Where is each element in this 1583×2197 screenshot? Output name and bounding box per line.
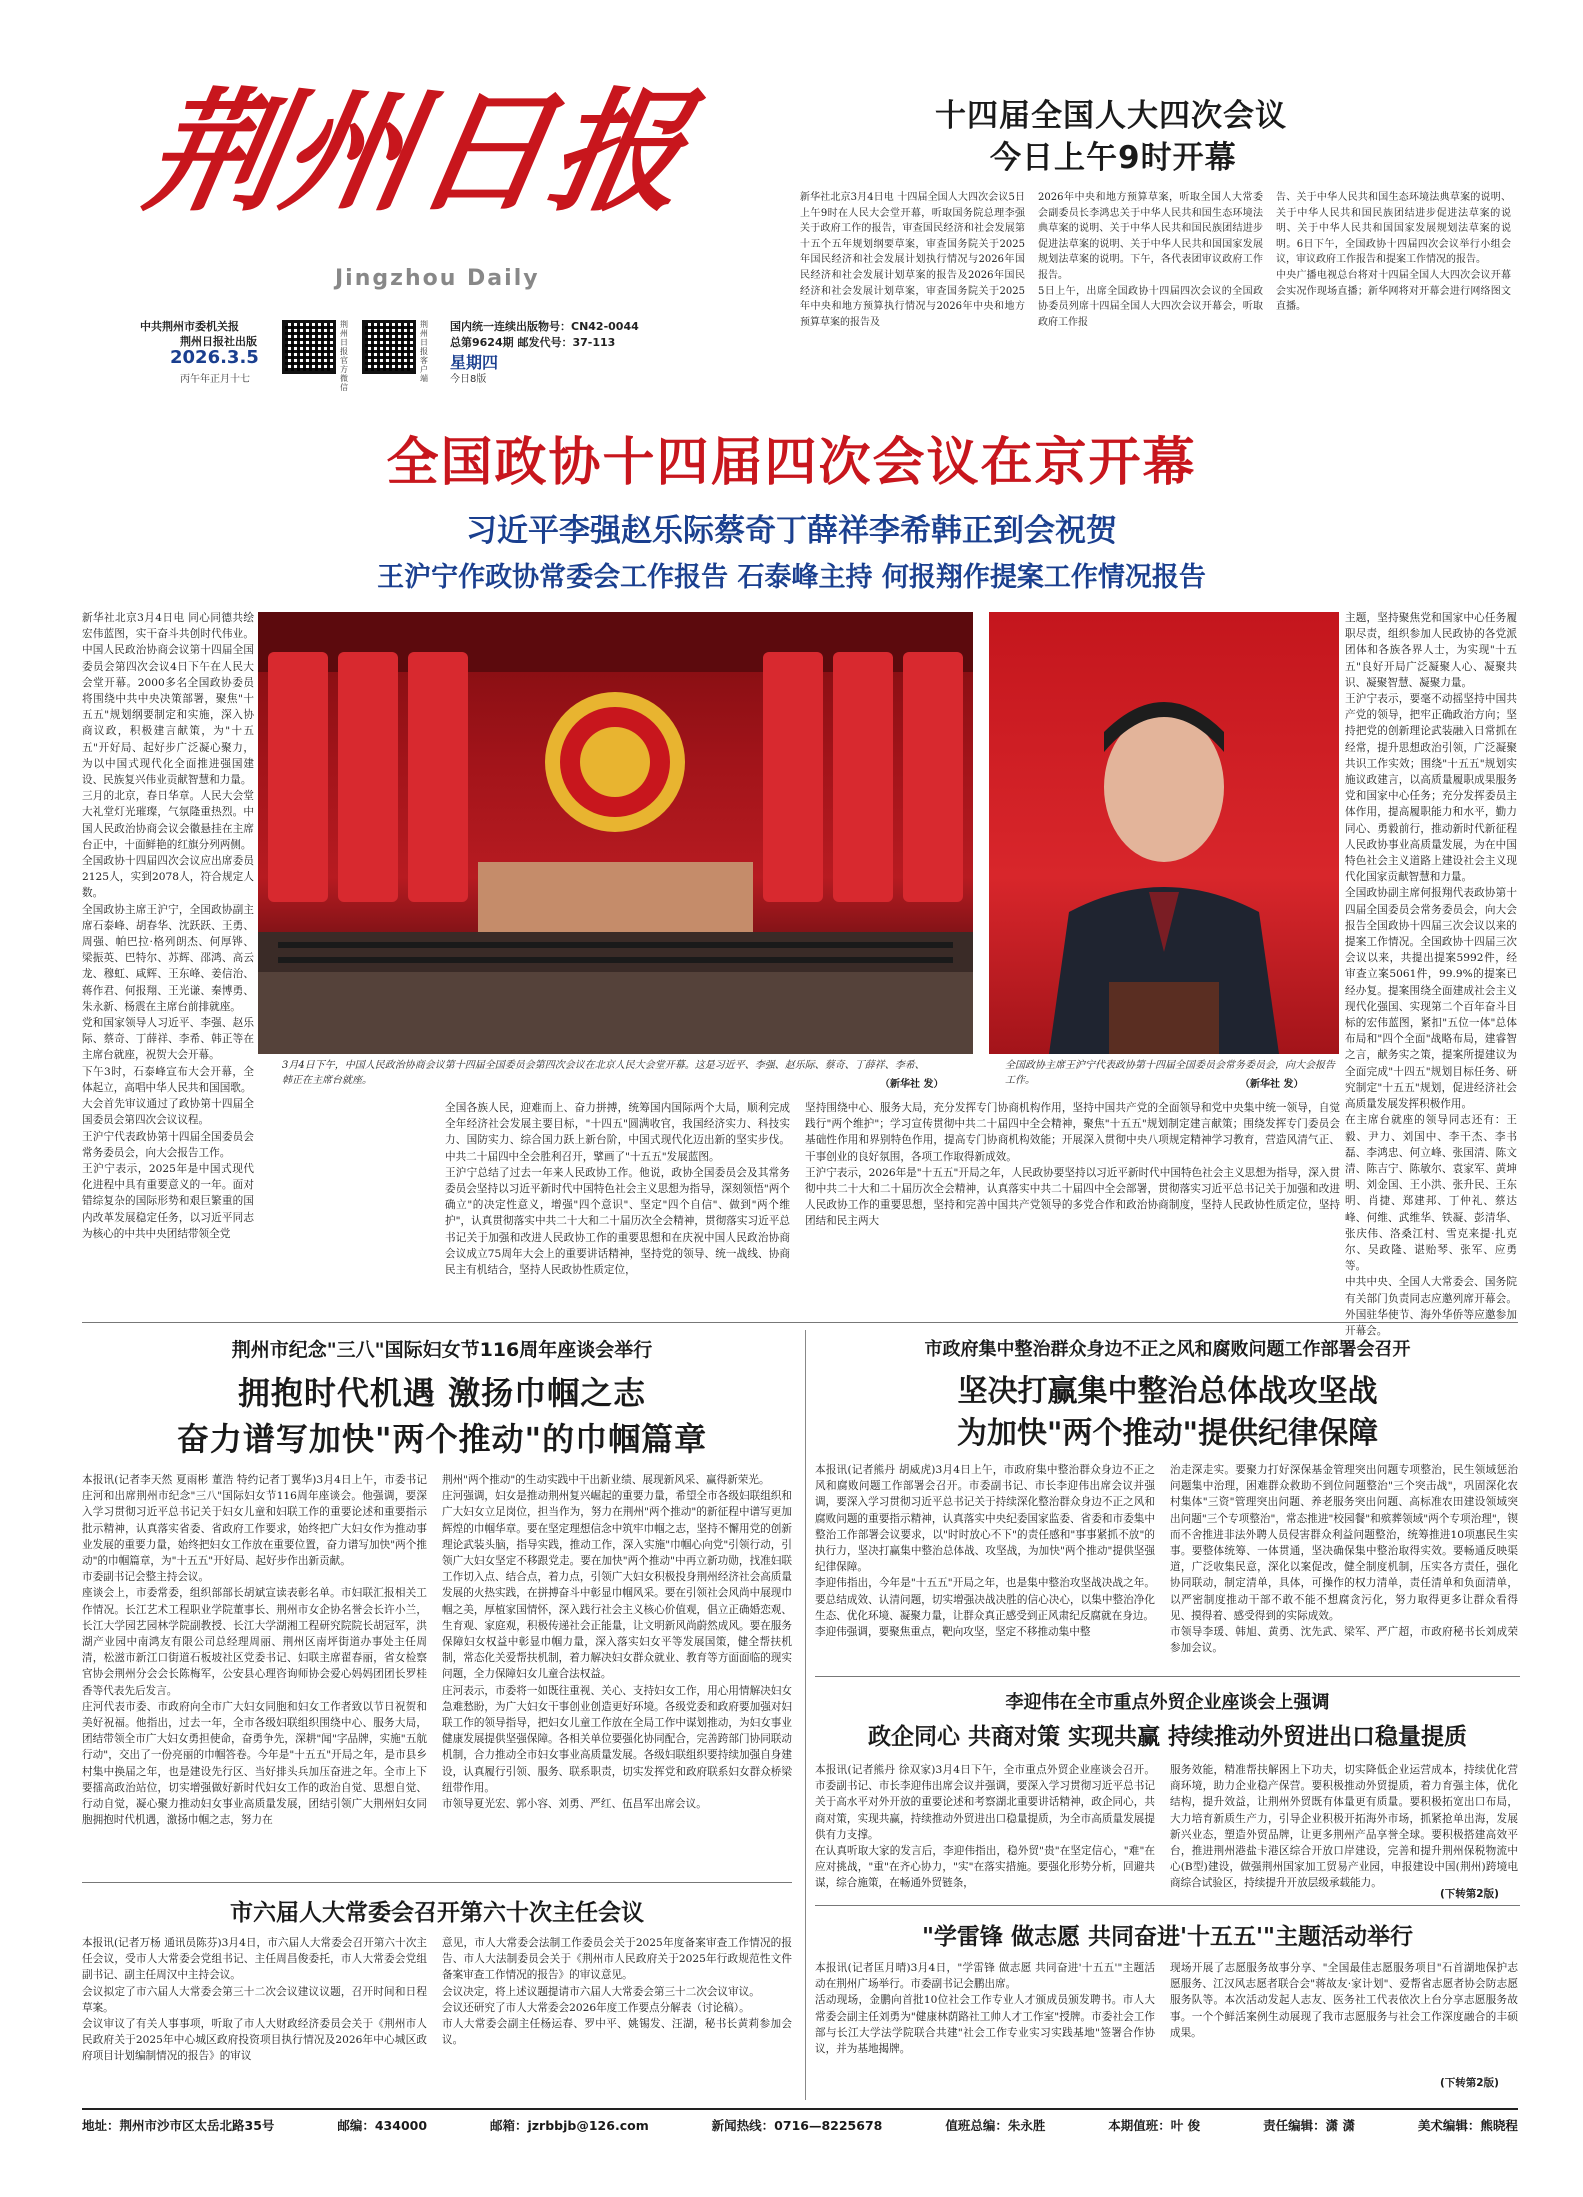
photo-credit-1: （新华社 发）: [880, 1079, 944, 1090]
women-headline-1: 拥抱时代机遇 激扬巾帼之志: [237, 1374, 647, 1412]
footer: [82, 2116, 1518, 2140]
cppcc-mid-col-2: 坚持围绕中心、服务大局，充分发挥专门协商机构作用，坚持中国共产党的全面领导和党中央集中统一领导，自觉践行"两个维护"；学习宣传贯彻中共二十届四中全会精神，聚焦"十五五"规划制定建言献策；围绕发挥专门委员会基础性作用和界别特色作用，提高专门协商机构效能；开展深入贯彻中央八项规定精神学习教育，营造风清气正、干事创业的良好氛围，各项工作取得新成效。 王沪宁表示，2026年是"十五五"开局之年，人民政协要坚持以习近平新时代中国特色社会主义思想为指导，深入贯彻中共二十大和二十届历次全会精神，认真落实中共二十届四中全会部署，贯彻落实习近平总书记关于加强和改进人民政协工作的重要思想，坚持和完善中国共产党领导的多党合作和政治协商制度，坚持人民政协性质定位，坚持团结和民主两大: [805, 1102, 1340, 1228]
divider-trade-bottom: [815, 1905, 1520, 1906]
masthead-info: [140, 318, 800, 392]
women-col-1: 本报讯(记者李天然 夏雨彬 董浩 特约记者丁翼华)3月4日上午，市委书记庄河和出席荆州市纪念"三八"国际妇女节116周年座谈会。他强调，要深入学习贯彻习近平总书记关于妇女儿童和妇联工作的重要论述和重要指示批示精神，认真落实省委、省政府工作要求，始终把广大妇女作为推动事业发展的重要力量，始终把妇女工作放在重要位置，奋力谱写加快"两个推动"的巾帼篇章，为"十五五"开好局、起好步作出新贡献。 市委副书记会整主持会议。 座谈会上，市委常委，组织部部长胡斌宣读表彰名单。市妇联汇报相关工作情况。长江艺术工程职业学院董事长、荆州市女企协名誉会长许小兰，长江大学园艺园林学院副教授、长江大学湖湘工程研究院院长胡冠军，洪湖产业园中南鸿友有限公司总经理周丽、荆州区南坪街道办事处主任周清，松滋市新江口街道石板坡社区党委书记、妇联主席翟春丽，省女检察官协会荆州分会会长陈梅军，公安县心理咨询师协会爱心妈妈团团长罗桂香等代表先后发言。 庄河代表市委、市政府向全市广大妇女同胞和妇女工作者致以节日祝贺和美好祝福。他指出，过去一年，全市各级妇联组织围绕中心、服务大局，团结带领全市广大妇女勇担使命，奋勇争先，深耕"闻"字品牌，实施"五航行动"，交出了一份亮丽的巾帼答卷。今年是"十五五"开局之年，是市县乡村集中换届之年，也是建设先行区、当好排头兵加压奋进之年。全市上下要擂高政治站位，切实增强做好新时代妇女工作的政治自觉、思想自觉、行动自觉，凝心聚力推动妇女事业高质量发展，团结引领广大荆州妇女同胞拥抱时代机遇，激扬巾帼之志，努力在: [82, 1474, 427, 1827]
qr-label-app: 荆州日报客户端: [420, 320, 428, 383]
footer-responsible-editor: 责任编辑：潇 潇: [1263, 2118, 1355, 2133]
footer-email[interactable]: 邮箱：jzrbbjb@126.com: [490, 2118, 649, 2133]
photo-credit-2: （新华社 发）: [1240, 1079, 1304, 1090]
cppcc-mid-col-1: 全国各族人民，迎难而上、奋力拼搏，统筹国内国际两个大局，顺利完成全年经济社会发展主要目标，"十四五"圆满收官，我国经济实力、科技实力、国防实力、综合国力跃上新台阶，中国式现代化迈出新的坚实步伐。中共二十届四中全会胜利召开，擘画了"十五五"发展蓝图。 王沪宁总结了过去一年来人民政协工作。他说，政协全国委员会及其常务委员会坚持以习近平新时代中国特色社会主义思想为指导，深刻领悟"两个确立"的决定性意义，增强"四个意识"、坚定"四个自信"、做到"两个维护"，认真贯彻落实中共二十大和二十届历次全会精神，贯彻落实习近平总书记关于加强和改进人民政协工作的重要思想和在庆祝中国人民政治协商会议成立75周年大会上的重要讲话精神，坚持党的领导、统一战线、协商民主有机结合，坚持人民政协性质定位，: [445, 1102, 790, 1277]
npc-article: [800, 90, 1520, 390]
divider-cppcc-bottom: [82, 1322, 1518, 1323]
npc-col-3: 告、关于中华人民共和国生态环境法典草案的说明、关于中华人民共和国民族团结进步促进法草案的说明、关于中华人民共和国国家发展规划法草案的说明。6日下午，全国政协十四届四次会议举行小组会议，审议政府工作报告和提案工作情况的报告。 中央广播电视总台将对十四届全国人大四次会议开幕会实况作现场直播；新华网将对开幕会进行网络图文直播。: [1276, 192, 1511, 313]
sponsor-line-1: 中共荆州市委机关报: [140, 320, 239, 333]
speaker-photo: [989, 612, 1339, 1054]
zhuren-col-1: 本报讯(记者万杨 通讯员陈芬)3月4日，市六届人大常委会召开第六十次主任会议，受市人大常委会党组书记、主任周昌俊委托，市人大常委会党组副书记、副主任周汉中主持会议。 会议拟定了市六届人大常委会第三十二次会议建议议题，召开时间和日程草案。 会议审议了有关人事事项，听取了市人大财政经济委员会关于《荆州市人民政府关于2025年中心城区政府投资项目执行情况及2026年中心城区政府项目计划编制情况的报告》的审议: [82, 1937, 427, 2063]
photo-caption-1-text: 3月4日下午，中国人民政治协商会议第十四届全国委员会第四次会议在北京人民大会堂开幕。这是习近平、李强、赵乐际、蔡奇、丁薛祥、李希、韩正在主席台就座。: [282, 1060, 925, 1086]
speaker-illustration: [989, 612, 1339, 1054]
footer-address: 地址：荆州市沙市区太岳北路35号: [82, 2118, 275, 2133]
cppcc-subheadline-2: 王沪宁作政协常委会工作报告 石泰峰主持 何报翔作提案工作情况报告: [377, 562, 1206, 593]
footer-duty-editor: 本期值班：叶 俊: [1108, 2118, 1201, 2133]
volunteer-turn-page: (下转第2版): [1440, 2077, 1499, 2089]
cppcc-right-column: 主题，坚持聚焦党和国家中心任务履职尽责，组织参加人民政协的各党派团体和各族各界人士，为实现"十五五"良好开局广泛凝聚人心、凝聚共识、凝聚智慧、凝聚力量。 王沪宁表示，要毫不动摇坚持中国共产党的领导，把牢正确政治方向；坚持把党的创新理论武装融入日常抓在经常，提升思想政治引领，广泛凝聚共识工作实效；围绕"十五五"规划实施议政建言，以高质量履职成果服务党和国家中心任务；充分发挥委员主体作用，提高履职能力和水平，勤力同心、勇毅前行，推动新时代新征程人民政协事业高质量发展，为在中国特色社会主义道路上建设社会主义现代化国家贡献智慧和力量。 全国政协副主席何报翔代表政协第十四届全国委员会常务委员会，向大会报告全国政协十四届三次会议以来的提案工作情况。全国政协十四届三次会议以来，共提出提案5992件，经审查立案5061件，99.9%的提案已经办复。提案围绕全面建成社会主义现代化强国、实现第二个百年奋斗目标的宏伟蓝图，紧扣"五位一体"总体布局和"四个全面"战略布局，建睿智之言，献务实之策，提案所提建议为全面完成"十四五"规划目标任务、研究制定"十五五"规划，促进经济社会高质量发展发挥积极作用。 在主席台就座的领导同志还有：王毅、尹力、刘国中、李干杰、李书磊、李鸿忠、何立峰、张国清、陈文清、陈吉宁、陈敏尔、袁家军、黄坤明、刘金国、王小洪、张升民、王东明、肖捷、郑建邦、丁仲礼、蔡达峰、何维、武维华、铁凝、彭清华、张庆伟、洛桑江村、雪克来提·扎克尔、吴政隆、谌贻琴、张军、应勇等。 中共中央、全国人大常委会、国务院有关部门负责同志应邀列席开幕会。外国驻华使节、海外华侨等应邀参加开幕会。: [1345, 612, 1517, 1337]
discipline-col-1: 本报讯(记者熊丹 胡威虎)3月4日上午，市政府集中整治群众身边不正之风和腐败问题工作部署会召开。市委副书记、市长李迎伟出席会议并强调，要深入学习贯彻习近平总书记关于持续深化整治群众身边不正之风和腐败问题的重要指示精神，认真落实中央纪委国家监委、省委和市委集中整治工作部署会议要求，以"时时放心不下"的责任感和"事事紧抓不放"的执行力，坚决打赢集中整治总体战、攻坚战，为加快"两个推动"提供坚强纪律保障。 李迎伟指出，今年是"十五五"开局之年，也是集中整治攻坚战决战之年。要总结成效、认清问题，切实增强决战决胜的信心决心，以集中整治净化生态、优化环境、凝聚力量，让群众真正感受到正风肃纪反腐就在身边。 李迎伟强调，要聚焦重点，靶向攻坚，坚定不移推动集中整: [815, 1464, 1155, 1639]
npc-headline-1: 十四届全国人大四次会议: [935, 98, 1287, 134]
divider-discipline-bottom: [815, 1676, 1520, 1677]
discipline-col-2: 治走深走实。要聚力打好深保基金管理突出问题专项整治，民生领域惩治问题集中治理，困难群众救助不到位问题整治"三个突击战"，巩固深化农村集体"三资"管理突出问题、养老服务突出问题、高标准农田建设领域突出问题"三个专项整治"，常态推进"校园餐"和殡葬领域"两个专项治理"，锲而不舍推进非法外聘人员侵害群众利益问题整治，统筹推进10项惠民生实事。要整体统筹、一体贯通，坚决确保集中整治取得实效。要畅通反映渠道，广泛收集民意，深化以案促改，健全制度机制，压实各方责任，强化协同联动，制定清单，具体，可操作的权力清单，责任清单和负面清单，以严密制度推动干部不敢不能不想腐贪污化，努力取得更多让群众看得见、摸得着、感受得到的实际成效。 市领导李瑗、韩旭、黄勇、沈先武、梁军、严广超，市政府秘书长刘成荣参加会议。: [1170, 1464, 1518, 1655]
photo-caption-2-text: 全国政协主席王沪宁代表政协第十四届全国委员会常务委员会，向大会报告工作。: [1005, 1060, 1335, 1086]
cppcc-hall-photo: [258, 612, 973, 1054]
npc-col-2: 2026年中央和地方预算草案，听取全国人大常委会副委员长李鸿忠关于中华人民共和国生态环境法典草案的说明、关于中华人民共和国民族团结进步促进法草案的说明、关于中华人民共和国国家发展规划法草案的说明。下午，各代表团审议政府工作报告。 5日上午，出席全国政协十四届四次会议的全国政协委员列席十四届全国人大四次会议开幕会，听取政府工作报: [1038, 192, 1263, 328]
divider-women-bottom: [82, 1882, 792, 1883]
npc-col-1: 新华社北京3月4日电 十四届全国人大四次会议5日上午9时在人民大会堂开幕，听取国务院总理李强关于政府工作的报告，审查国民经济和社会发展第十五个五年规划纲要草案，审查国务院关于2025年国民经济和社会发展计划执行情况与2026年国民经济和社会发展计划草案的报告及2026年国民经济和社会发展计划草案，审查国务院关于2025年中央和地方预算执行情况与2026年中央和地方预算草案的报告及: [800, 192, 1025, 328]
sponsor-line-2: 荆州日报社出版: [180, 335, 257, 348]
cppcc-left-column: 新华社北京3月4日电 同心同德共绘宏伟蓝图，实干奋斗共创时代伟业。中国人民政治协商会议第十四届全国委员会第四次会议4日下午在人民大会堂开幕。2000多名全国政协委员将围绕中共中央决策部署，聚焦"十五五"规划纲要制定和实施，深入协商议政，积极建言献策，为"十五五"开好局、起好步广泛凝心聚力，为以中国式现代化全面推进强国建设、民族复兴伟业贡献智慧和力量。 三月的北京，春日华章。人民大会堂大礼堂灯光璀璨，气氛隆重热烈。中国人民政治协商会议会徽悬挂在主席台正中，十面鲜艳的红旗分列两侧。 全国政协十四届四次会议应出席委员2125人，实到2078人，符合规定人数。 全国政协主席王沪宁，全国政协副主席石泰峰、胡春华、沈跃跃、王勇、周强、帕巴拉·格列朗杰、何厚铧、梁振英、巴特尔、苏辉、邵鸿、高云龙、穆虹、咸辉、王东峰、姜信治、蒋作君、何报翔、王光谦、秦博勇、朱永新、杨震在主席台前排就座。 党和国家领导人习近平、李强、赵乐际、蔡奇、丁薛祥、李希、韩正等在主席台就座，祝贺大会开幕。 下午3时，石泰峰宣布大会开幕，全体起立，高唱中华人民共和国国歌。 大会首先审议通过了政协第十四届全国委员会第四次会议议程。 王沪宁代表政协第十四届全国委员会常务委员会，向大会报告工作。 王沪宁表示，2025年是中国式现代化进程中具有重要意义的一年。面对错综复杂的国际形势和艰巨繁重的国内改革发展稳定任务，以习近平同志为核心的中共中央团结带领全党: [82, 612, 254, 1240]
volunteer-col-1: 本报讯(记者匡月晴)3月4日，"学雷锋 做志愿 共同奋进'十五五'"主题活动在荆州广场举行。市委副书记会鹏出席。 活动现场，金鹏向首批10位社会工作专业人才颁成员颁发聘书。市人大常委会副主任刘勇为"健康林荫路社工帅人才工作室"授牌。市委社会工作部与长江大学法学院联合共建"社会工作专业实习实践基地"签署合作协议，并为基地揭牌。: [815, 1962, 1155, 2056]
footer-chief-editor: 值班总编：朱永胜: [945, 2118, 1046, 2133]
qr-label-wechat: 荆州日报官方微信: [340, 320, 348, 392]
hall-scene-illustration: [258, 612, 973, 1054]
masthead: [136, 58, 790, 308]
footer-postcode: 邮编：434000: [337, 2118, 428, 2133]
issue-number: 总第9624期 邮发代号：37-113: [450, 336, 616, 349]
women-kicker: 荆州市纪念"三八"国际妇女节116周年座谈会举行: [231, 1339, 653, 1361]
discipline-headline-1: 坚决打赢集中整治总体战攻坚战: [957, 1374, 1378, 1409]
footer-rule: [82, 2108, 1518, 2110]
trade-kicker: 李迎伟在全市重点外贸企业座谈会上强调: [1005, 1692, 1330, 1713]
discipline-kicker: 市政府集中整治群众身边不正之风和腐败问题工作部署会召开: [924, 1339, 1411, 1360]
photo-caption-1: [282, 1058, 932, 1088]
qr-code-wechat[interactable]: [282, 320, 336, 374]
trade-col-2: 服务效能，精准帮扶解困上下功夫，切实降低企业运营成本，持续优化营商环境，助力企业稳产保营。要积极推动外贸提质，着力育强主体，优化结构，提升效益，让荆州外贸既有体量更有质量。要积极拓宽出口布局，大力培育新质生产力，引导企业积极开拓海外市场，抓紧抢单出海，发展新兴业态，塑造外贸品牌，让更多荆州产品享誉全球。要积极搭建高效平台，推进荆州港盐卡港区综合开放口岸建设，完善和提升荆州保税物流中心(B型)建设，做强荆州国家加工贸易产业园，申报建设中国(荆州)跨境电商综合试验区，持续提升开放层级承载能力。: [1170, 1764, 1518, 1890]
qr-code-app[interactable]: [362, 320, 416, 374]
cppcc-subheadline-1: 习近平李强赵乐际蔡奇丁薛祥李希韩正到会祝贺: [466, 513, 1117, 549]
issue-date: 2026.3.5: [170, 347, 259, 368]
volunteer-col-2: 现场开展了志愿服务故事分享、"全国最佳志愿服务项目"石首湖地保护志愿服务、江汉风志愿者联合会"蒋故友·家计划"、爱帮省志愿者协会防志愿服务队等。本次活动发起人志友、医务社工代表依次上台分享志愿服务故事。一个个鲜活案例生动展现了我市志愿服务与社会工作深度融合的丰硕成果。: [1170, 1962, 1518, 2039]
weekday: 星期四: [450, 353, 499, 372]
zhuren-headline: 市六届人大常委会召开第六十次主任会议: [230, 1899, 644, 1926]
trade-col-1: 本报讯(记者熊丹 徐双家)3月4日下午，全市重点外贸企业座谈会召开。市委副书记、市长李迎伟出席会议并强调，要深入学习贯彻习近平总书记关于高水平对外开放的重要论述和考察湖北重要讲话精神，政企同心，共商对策，实现共赢，持续推动外贸进出口稳量提质，为全市高质量发展提供有力支撑。 在认真听取大家的发言后，李迎伟指出，稳外贸"贵"在坚定信心，"难"在应对挑战，"重"在齐心协力，"实"在落实措施。要强化形势分析，回避共谋，综合施策，在畅通外贸链条，: [815, 1764, 1155, 1890]
cppcc-headline: 全国政协十四届四次会议在京开幕: [386, 433, 1197, 493]
footer-art-editor: 美术编辑：熊晓程: [1417, 2118, 1518, 2133]
footer-hotline: 新闻热线：0716—8225678: [711, 2118, 883, 2133]
women-col-2: 荆州"两个推动"的生动实践中干出新业绩、展现新风采、赢得新荣光。 庄河强调，妇女是推动荆州复兴崛起的重要力量，希望全市各级妇联组织和广大妇女立足岗位，担当作为，努力在荆州"两个推动"的新征程中谱写更加辉煌的巾帼华章。要在坚定理想信念中筑牢巾帼之志，坚持不懈用党的创新理论武装头脑，指导实践，推动工作，深入实施"巾帼心向党"引领行动，引领广大妇女坚定不移跟党走。要在加快"两个推动"中再立新功勋，找准妇联工作切入点、结合点，着力点，引领广大妇女积极投身荆州经济社会高质量发展的火热实践，在拼搏奋斗中彰显巾帼风采。要在引领社会风尚中展现巾帼之美，厚植家国情怀，深入践行社会主义核心价值观，倡立正确婚恋观、生育观、家庭观，积极传递社会正能量，让文明新风尚蔚然成风。要在服务保障妇女权益中彰显巾帼力量，深入落实妇女平等发展国策，健全帮扶机制，常态化关爱帮扶机制，着力解决妇女群众就业、教育等方面面临的现实问题，全力保障妇女儿童合法权益。 庄河表示，市委将一如既往重视、关心、支持妇女工作，用心用情解决妇女急难愁盼，为广大妇女干事创业创造更好环境。各级党委和政府要加强对妇联工作的领导指导，把妇女儿童工作放在全局工作中谋划推动，为妇女事业健康发展提供坚强保障。各相关单位要强化协同配合，完善跨部门协同联动机制，合力推动全市妇女事业高质量发展。各级妇联组织要持续加强自身建设，认真履行引领、服务、联系职责，切实发挥党和政府联系妇女群众桥梁纽带作用。 市领导夏光宏、郭小容、刘勇、严红、伍昌军出席会议。: [442, 1474, 792, 1811]
women-headline-2: 奋力谱写加快"两个推动"的巾帼篇章: [176, 1420, 708, 1458]
volunteer-headline: "学雷锋 做志愿 共同奋进'十五五'"主题活动举行: [921, 1923, 1414, 1950]
lunar-date: 丙午年正月十七: [180, 374, 250, 385]
trade-turn-page: (下转第2版): [1440, 1888, 1499, 1900]
trade-headline: 政企同心 共商对策 实现共赢 持续推动外贸进出口稳量提质: [867, 1723, 1468, 1750]
discipline-headline-2: 为加快"两个推动"提供纪律保障: [956, 1416, 1379, 1451]
npc-headline-2: 今日上午9时开幕: [990, 140, 1237, 176]
zhuren-col-2: 意见，市人大常委会法制工作委员会关于2025年度备案审查工作情况的报告、市人大法制委员会关于《荆州市人民政府关于2025年行政规范性文件备案审查工作情况的报告》的审议意见。 会议决定，将上述议题提请市六届人大常委会第三十二次会议审议。 会议还研究了市人大常委会2026年度工作要点分解表（讨论稿）。 市人大常委会副主任杨运春、罗中平、姚锡发、汪湖，秘书长黄莉参加会议。: [442, 1937, 792, 2047]
masthead-subtitle: Jingzhou Daily: [335, 266, 540, 291]
cn-number: 国内统一连续出版物号：CN42-0044: [450, 320, 639, 333]
masthead-title: 荆州日报: [136, 75, 700, 230]
page-count: 今日8版: [450, 374, 487, 385]
divider-vertical-bottom: [805, 1330, 806, 2100]
